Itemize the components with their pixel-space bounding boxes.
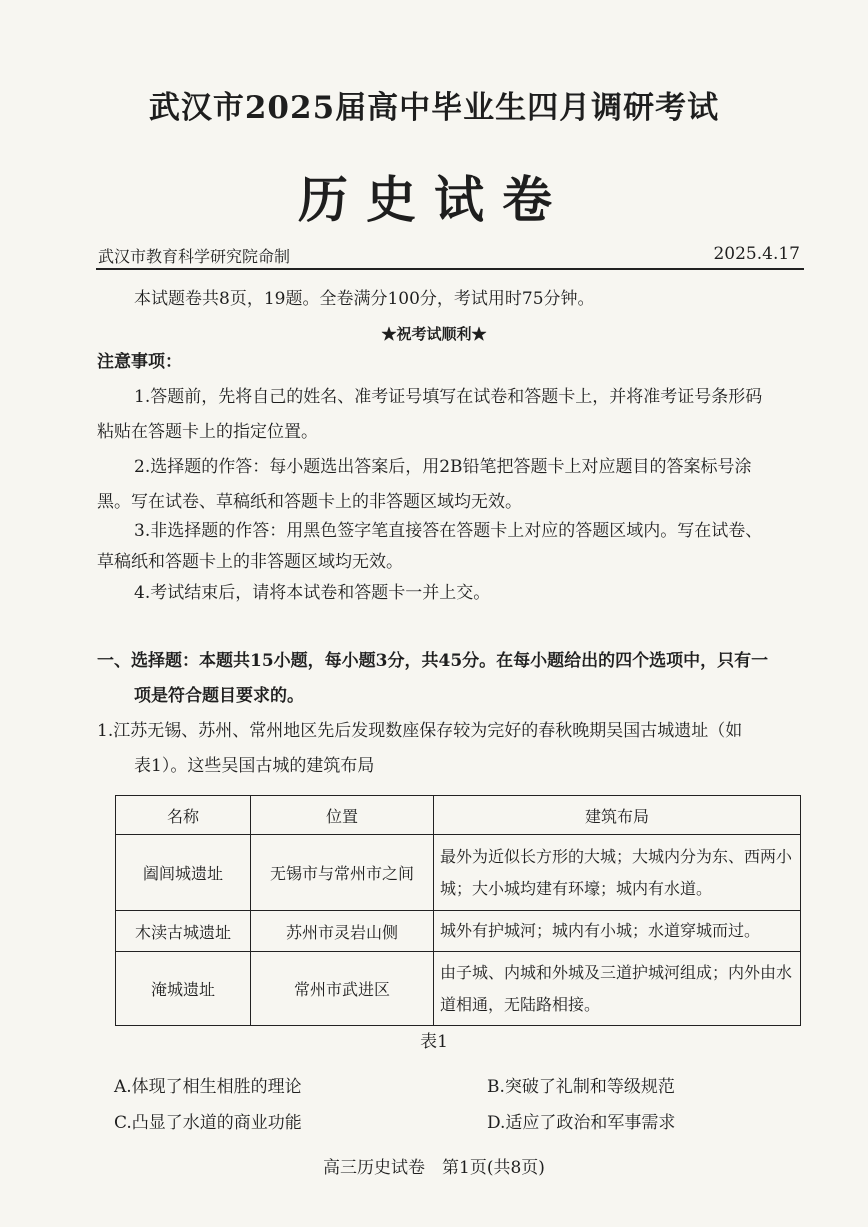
site-layout: 由子城、内城和外城及三道护城河组成；内外由水道相通，无陆路相接。 — [434, 952, 801, 1026]
column-header: 建筑布局 — [434, 796, 801, 835]
option-a: A.体现了相生相胜的理论 — [114, 1077, 302, 1097]
site-location: 苏州市灵岩山侧 — [251, 911, 434, 952]
question-stem: 1.江苏无锡、苏州、常州地区先后发现数座保存较为完好的春秋晚期吴国古城遗址（如 — [97, 721, 743, 741]
site-layout: 最外为近似长方形的大城；大城内分为东、西两小城；大小城均建有环壕；城内有水道。 — [434, 835, 801, 911]
table-caption: 表1 — [420, 1032, 448, 1052]
site-location: 无锡市与常州市之间 — [251, 835, 434, 911]
table-row — [116, 952, 801, 1026]
notice-line: 2.选择题的作答：每小题选出答案后，用2B铅笔把答题卡上对应题目的答案标号涂 — [134, 457, 752, 477]
notice-line: 草稿纸和答题卡上的非答题区域均无效。 — [97, 552, 403, 572]
city-sites-table — [115, 795, 801, 1026]
site-location: 常州市武进区 — [251, 952, 434, 1026]
notice-title: 注意事项： — [97, 352, 182, 372]
exam-wish: ★祝考试顺利★ — [381, 325, 487, 343]
notice-line: 3.非选择题的作答：用黑色签字笔直接答在答题卡上对应的答题区域内。写在试卷、 — [134, 521, 763, 541]
site-layout: 城外有护城河；城内有小城；水道穿城而过。 — [434, 911, 801, 952]
section-heading-cont: 项是符合题目要求的。 — [134, 686, 304, 706]
question-stem-cont: 表1）。这些吴国古城的建筑布局 — [134, 756, 375, 776]
notice-line: 4.考试结束后，请将本试卷和答题卡一并上交。 — [134, 583, 491, 603]
section-heading: 一、选择题：本题共15小题，每小题3分，共45分。在每小题给出的四个选项中，只有一 — [97, 651, 769, 671]
site-name: 阖闾城遗址 — [116, 835, 251, 911]
exam-summary: 本试题卷共8页，19题。全卷满分100分，考试用时75分钟。 — [134, 289, 595, 309]
table-row — [116, 911, 801, 952]
option-d: D.适应了政治和军事需求 — [487, 1113, 676, 1133]
option-b: B.突破了礼制和等级规范 — [487, 1077, 675, 1097]
column-header: 名称 — [116, 796, 251, 835]
issuer-text: 武汉市教育科学研究院命制 — [98, 247, 291, 266]
notice-line: 粘贴在答题卡上的指定位置。 — [97, 422, 318, 442]
table-header-row — [116, 796, 801, 835]
column-header: 位置 — [251, 796, 434, 835]
page-footer: 高三历史试卷 第1页(共8页) — [323, 1158, 545, 1178]
notice-line: 1.答题前，先将自己的姓名、准考证号填写在试卷和答题卡上，并将准考证号条形码 — [134, 387, 763, 407]
header-divider — [96, 268, 804, 270]
notice-line: 黑。写在试卷、草稿纸和答题卡上的非答题区域均无效。 — [97, 492, 522, 512]
exam-title: 武汉市2025届高中毕业生四月调研考试 — [148, 90, 720, 126]
table-row — [116, 835, 801, 911]
subject-title: 历史试卷 — [298, 170, 570, 229]
site-name: 木渎古城遗址 — [116, 911, 251, 952]
option-c: C.凸显了水道的商业功能 — [114, 1113, 302, 1133]
exam-date: 2025.4.17 — [713, 244, 800, 264]
site-name: 淹城遗址 — [116, 952, 251, 1026]
